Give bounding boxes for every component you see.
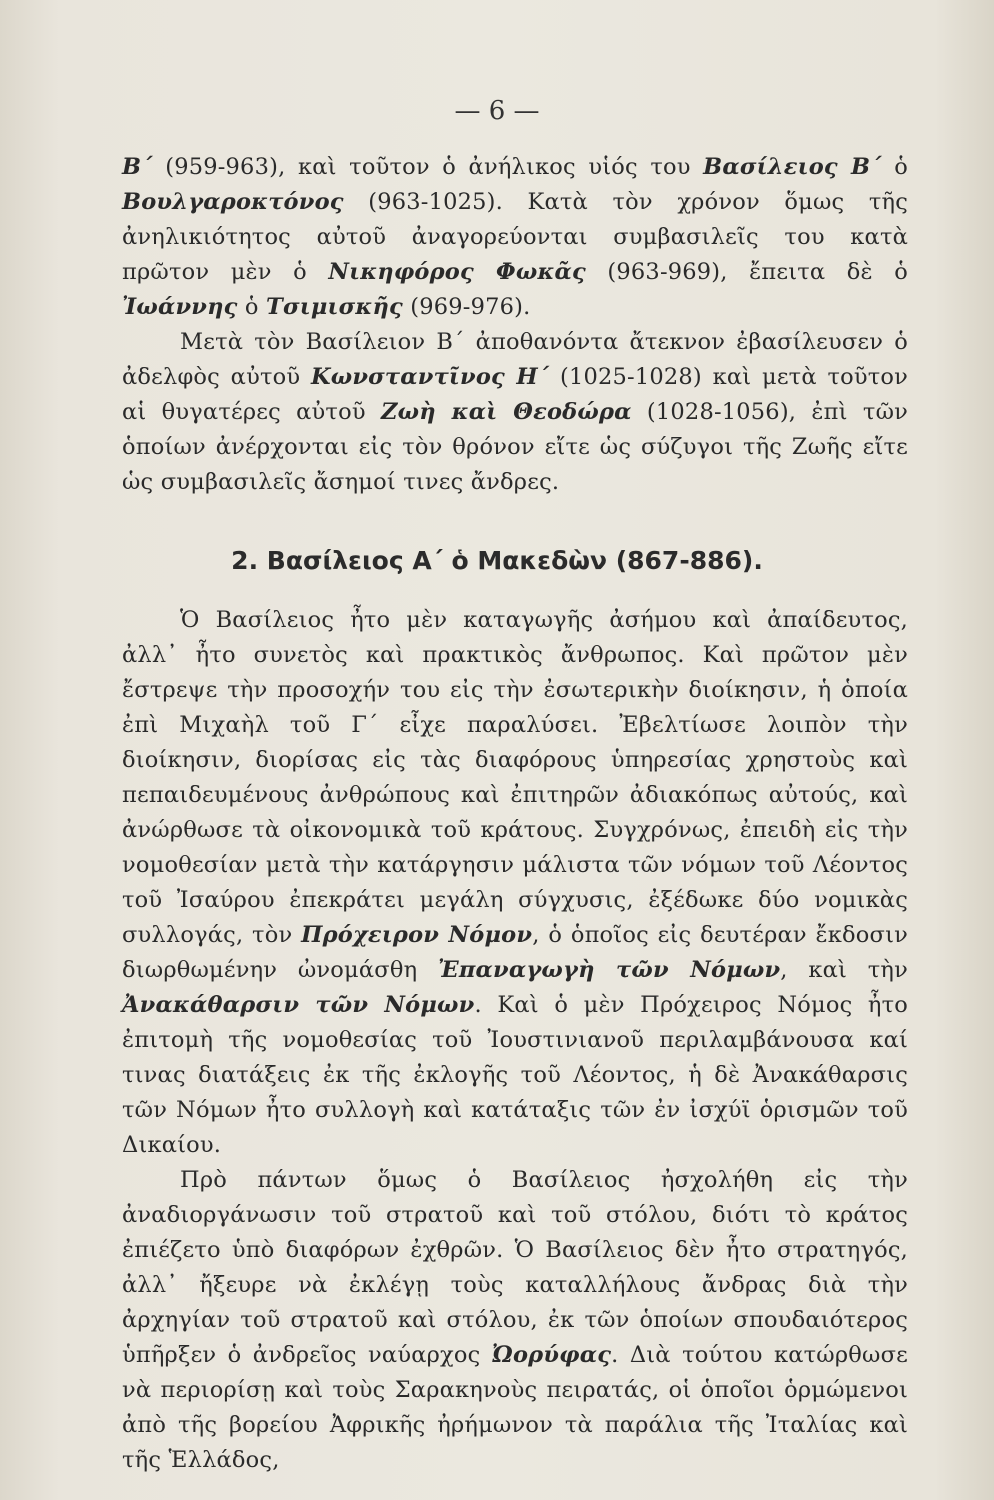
text-block-basil: [122, 603, 908, 1478]
text-run: (963-969), ἔπειτα δὲ ὁ: [585, 259, 908, 285]
paragraph-1: [122, 150, 908, 325]
text-run: ὁ: [237, 294, 267, 320]
emperor-name: Ἰωάννης: [122, 294, 238, 320]
text-run: (1025-1028) καὶ μετὰ τοῦτον αἱ θυγατέρες αὐτοῦ: [122, 364, 908, 425]
text-run: (969-976).: [402, 294, 531, 320]
text-run: Πρὸ πάντων ὅμως ὁ Βασίλειος ἠσχολήθη εἰς τὴν ἀναδιοργάνωσιν τοῦ στρατοῦ καὶ τοῦ στόλου, διότι τὸ κράτος ἐπιέζετο ὑπὸ διαφόρων ἐχθρῶν. Ὁ Βασίλειος δὲν ἦτο στρατηγός, ἀλλ᾿ ἤξευρε νὰ ἐκλέγῃ τοὺς καταλλήλους ἄνδρας διὰ τὴν ἀρχηγίαν τοῦ στρατοῦ καὶ στόλου, ἐκ τῶν ὁποίων σπουδαιότερος ὑπῆρξεν ὁ ἀνδρεῖος ναύαρχος: [122, 1167, 908, 1368]
text-run: . Καὶ ὁ μὲν Πρόχειρος Νόμος ἦτο ἐπιτομὴ τῆς νομοθεσίας τοῦ Ἰουστινιανοῦ περιλαμβάνουσα καί τινας διατάξεις ἐκ τῆς ἐκλογῆς τοῦ Λέοντος, ἡ δὲ Ἀνακάθαρσις τῶν Νόμων ἦτο συλλογὴ καὶ κατάταξις τῶν ἐν ἰσχύϊ ὁρισμῶν τοῦ Δικαίου.: [122, 992, 908, 1158]
law-title: Ἀνακάθαρσιν τῶν Νόμων: [122, 992, 475, 1018]
emperor-name: Β΄: [122, 154, 153, 180]
law-title: Πρόχειρον Νόμον: [301, 922, 533, 948]
paragraph-4: [122, 1163, 908, 1478]
text-block-intro: [122, 150, 908, 500]
text-run: Ὁ Βασίλειος ἦτο μὲν καταγωγῆς ἀσήμου καὶ ἀπαίδευτος, ἀλλ᾿ ἦτο συνετὸς καὶ πρακτικὸς ἄνθρωπος. Καὶ πρῶτον μὲν ἔστρεψε τὴν προσοχήν του εἰς τὴν ἐσωτερικὴν διοίκησιν, ἡ ὁποία ἐπὶ Μιχαὴλ τοῦ Γ΄ εἶχε παραλύσει. Ἐβελτίωσε λοιπὸν τὴν διοίκησιν, διορίσας εἰς τὰς διαφόρους ὑπηρεσίας χρηστοὺς καὶ πεπαιδευμένους ἀνθρώπους καὶ ἐπιτηρῶν ἀδιακόπως αὐτούς, καὶ ἀνώρθωσε τὰ οἰκονομικὰ τοῦ κράτους. Συγχρόνως, ἐπειδὴ εἰς τὴν νομοθεσίαν μετὰ τὴν κατάργησιν μάλιστα τῶν νόμων τοῦ Λέοντος τοῦ Ἰσαύρου ἐπεκράτει μεγάλη σύγχυσις, ἐξέδωκε δύο νομικὰς συλλογάς, τὸν: [122, 607, 908, 948]
emperor-name: Κωνσταντῖνος Η΄: [310, 364, 550, 390]
page-number: — 6 —: [454, 96, 540, 126]
paragraph-3: [122, 603, 908, 1163]
text-run: (1028-1056), ἐπὶ τῶν ὁποίων ἀνέρχονται εἰς τὸν θρόνον εἴτε ὡς σύζυγοι τῆς Ζωῆς εἴτε ὡς συμβασιλεῖς ἄσημοί τινες ἄνδρες.: [122, 399, 908, 495]
text-run: , καὶ τὴν: [780, 957, 908, 983]
text-run: (963-1025). Κατὰ τὸν χρόνον ὅμως τῆς ἀνηλικιότητος αὐτοῦ ἀναγορεύονται συμβασιλεῖς του κατὰ πρῶτον μὲν ὁ: [122, 189, 908, 285]
text-run: (959-963), καὶ τοῦτον ὁ ἀνήλικος υἱός του: [152, 154, 704, 180]
law-title: Ἐπαναγωγὴ τῶν Νόμων: [437, 957, 781, 983]
emperor-name: Βασίλειος Β΄: [703, 154, 882, 180]
emperor-name: Τσιμισκῆς: [266, 294, 403, 320]
paragraph-2: [122, 325, 908, 500]
emperor-name: Βουλγαροκτόνος: [122, 189, 344, 215]
emperor-name: Ζωὴ καὶ Θεοδώρα: [380, 399, 632, 425]
admiral-name: Ὠορύφας: [491, 1342, 612, 1368]
text-run: . Διὰ τούτου κατώρθωσε νὰ περιορίσῃ καὶ τοὺς Σαρακηνοὺς πειρατάς, οἱ ὁποῖοι ὁρμώμενοι ἀπὸ τῆς βορείου Ἀφρικῆς ἠρήμωνον τὰ παράλια τῆς Ἰταλίας καὶ τῆς Ἑλλάδος,: [122, 1342, 908, 1473]
emperor-name: Νικηφόρος Φωκᾶς: [328, 259, 586, 285]
text-run: ὁ: [881, 154, 909, 180]
text-run: , ὁ ὁποῖος εἰς δευτέραν ἔκδοσιν διωρθωμένην ὠνομάσθη: [122, 922, 909, 983]
section-heading: 2. Βασίλειος Α΄ ὁ Μακεδὼν (867-886).: [231, 546, 763, 575]
text-run: Μετὰ τὸν Βασίλειον Β΄ ἀποθανόντα ἄτεκνον ἐβασίλευσεν ὁ ἀδελφὸς αὐτοῦ: [122, 329, 908, 390]
